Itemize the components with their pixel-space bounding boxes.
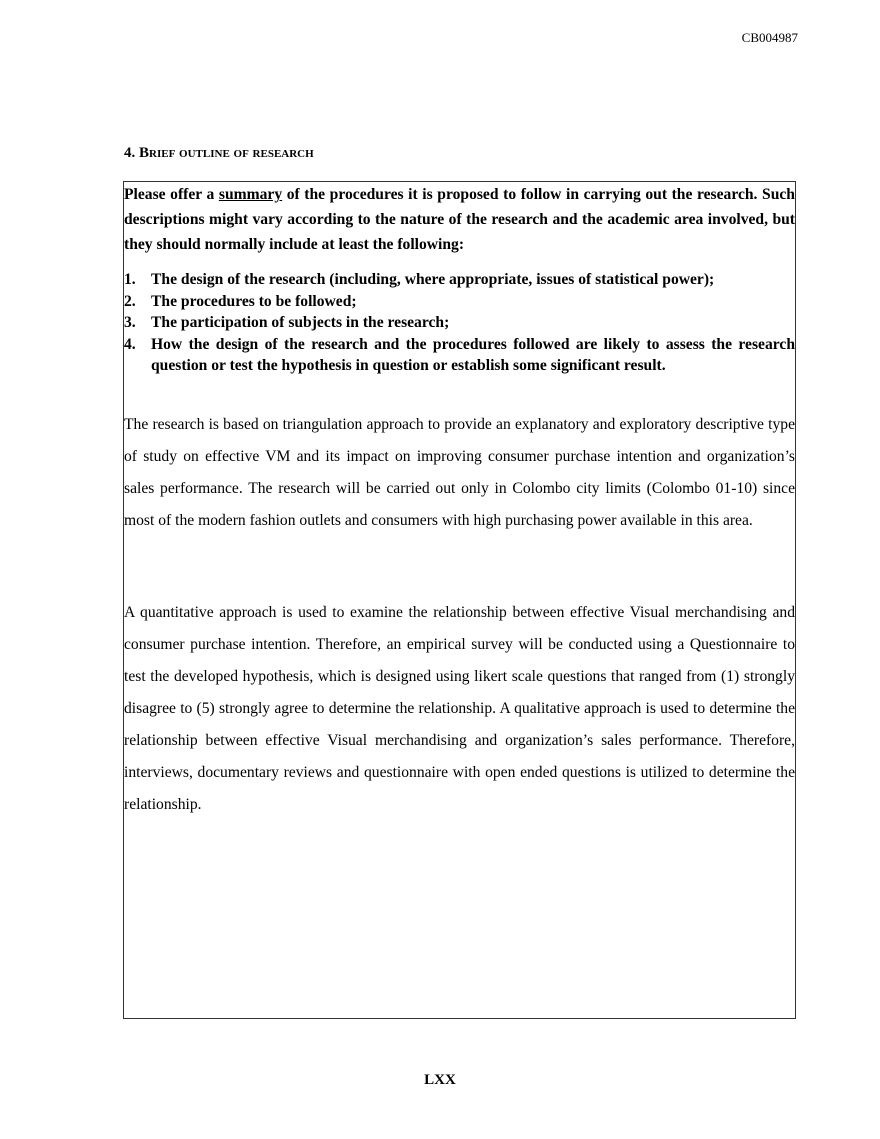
list-item-number: 1. bbox=[124, 271, 136, 288]
list-item-text: How the design of the research and the procedures followed are likely to assess the research question or test the hypothesis in question or establish some significant result. bbox=[151, 335, 795, 375]
instructions-after: of the procedures it is proposed to follow in carrying out the research. Such descriptions might vary according to the nature of the research and the academic area involved, but they should normally include at least the following: bbox=[124, 186, 795, 253]
research-outline-box bbox=[123, 181, 796, 1019]
list-item-number: 4. bbox=[124, 335, 136, 353]
list-item-text: The participation of subjects in the research; bbox=[151, 314, 450, 332]
instructions-text bbox=[124, 182, 795, 257]
requirements-list bbox=[124, 269, 795, 377]
instructions-before: Please offer a bbox=[124, 186, 219, 203]
section-title-rest: rief outline of research bbox=[149, 145, 314, 161]
document-id: CB004987 bbox=[741, 30, 798, 45]
research-paragraph-1: The research is based on triangulation approach to provide an explanatory and exploratory descriptive type of study on effective VM and its impact on improving consumer purchase intention and organization’s sales performance. The research will be carried out only in Colombo city limits (Colombo 01-10) since most of the modern fashion outlets and consumers with high purchasing power available in this area. bbox=[124, 415, 795, 529]
section-number: 4. bbox=[124, 145, 139, 161]
list-item bbox=[124, 334, 795, 377]
list-item bbox=[124, 312, 795, 334]
summary-underlined: summary bbox=[218, 186, 283, 203]
list-item-text: The procedures to be followed; bbox=[151, 292, 357, 310]
page-number: LXX bbox=[424, 1072, 456, 1088]
list-item-number: 3. bbox=[124, 314, 136, 332]
section-heading bbox=[124, 145, 314, 162]
list-item-text: The design of the research (including, where appropriate, issues of statistical power); bbox=[151, 271, 715, 288]
list-item bbox=[124, 269, 795, 291]
list-item-number: 2. bbox=[124, 292, 136, 310]
research-paragraph-2: A quantitative approach is used to examine the relationship between effective Visual merchandising and consumer purchase intention. Therefore, an empirical survey will be conducted using a Questionnaire to test the developed hypothesis, which is designed using likert scale questions that ranged from (1) strongly disagree to (5) strongly agree to determine the relationship. A qualitative approach is used to determine the relationship between effective Visual merchandising and organization’s sales performance. Therefore, interviews, documentary reviews and questionnaire with open ended questions is utilized to determine the relationship. bbox=[124, 603, 795, 813]
list-item bbox=[124, 291, 795, 313]
section-title-initial: B bbox=[139, 145, 150, 161]
